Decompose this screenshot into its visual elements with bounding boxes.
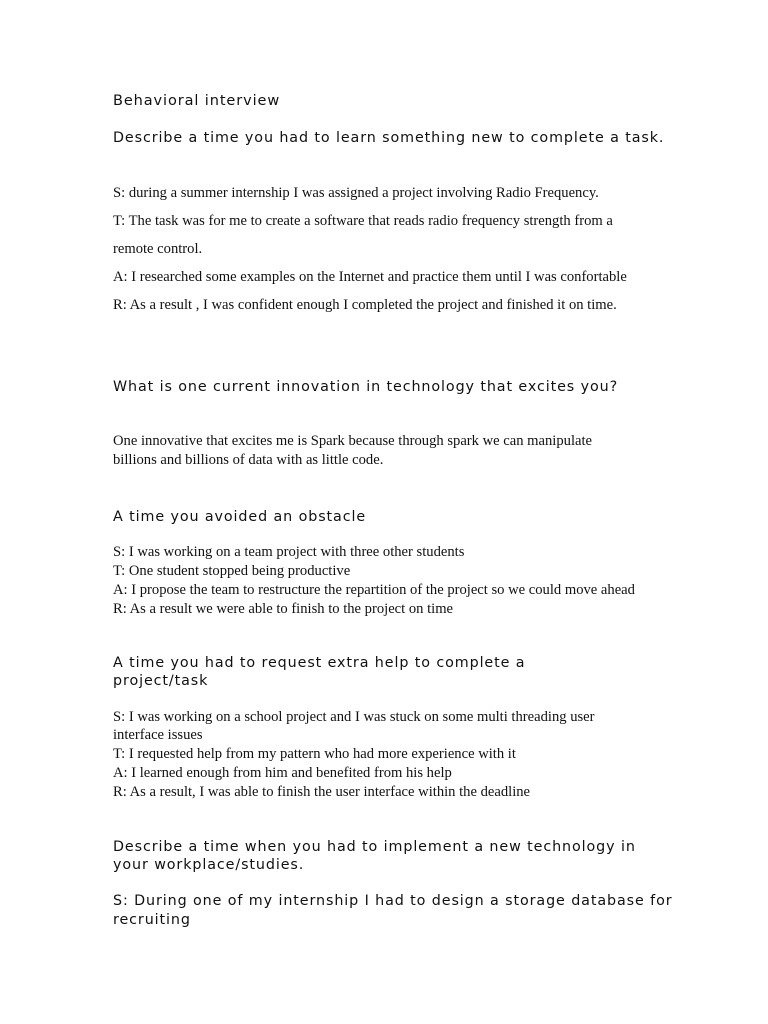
section-4-line-4: A: I learned enough from him and benefited from his help: [113, 765, 452, 781]
section-4-line-2: interface issues: [113, 727, 203, 743]
section-2-heading: What is one current innovation in technology that excites you?: [113, 379, 619, 395]
section-3-line-1: S: I was working on a team project with three other students: [113, 544, 465, 560]
section-1-line-1: S: during a summer internship I was assigned a project involving Radio Frequency.: [113, 185, 599, 201]
section-3-line-3: A: I propose the team to restructure the repartition of the project so we could move ahead: [113, 582, 635, 598]
section-5-heading: Describe a time when you had to implement a new technology in your workplace/studies.: [113, 839, 636, 873]
document-title: Behavioral interview: [113, 93, 281, 109]
section-4-line-3: T: I requested help from my pattern who had more experience with it: [113, 746, 516, 762]
section-2-paragraph: One innovative that excites me is Spark because through spark we can manipulate billions and billions of data with as little code.: [113, 433, 593, 468]
section-4-line-1: S: I was working on a school project and I was stuck on some multi threading user: [113, 709, 595, 725]
section-1-line-3: remote control.: [113, 241, 203, 257]
section-1-heading: Describe a time you had to learn something new to complete a task.: [113, 130, 665, 146]
section-3-heading: A time you avoided an obstacle: [113, 509, 367, 525]
section-3-line-2: T: One student stopped being productive: [113, 563, 351, 579]
section-1-line-5: R: As a result , I was confident enough I completed the project and finished it on time.: [113, 297, 617, 313]
section-1-line-2: T: The task was for me to create a software that reads radio frequency strength from a: [113, 213, 613, 229]
section-5-paragraph: S: During one of my internship I had to design a storage database for recruiting: [113, 893, 673, 928]
section-4-line-5: R: As a result, I was able to finish the user interface within the deadline: [113, 784, 531, 800]
section-4-heading: A time you had to request extra help to complete a project/task: [113, 655, 526, 689]
section-1-line-4: A: I researched some examples on the Internet and practice them until I was confortable: [113, 269, 627, 285]
section-3-line-4: R: As a result we were able to finish to the project on time: [113, 601, 454, 617]
